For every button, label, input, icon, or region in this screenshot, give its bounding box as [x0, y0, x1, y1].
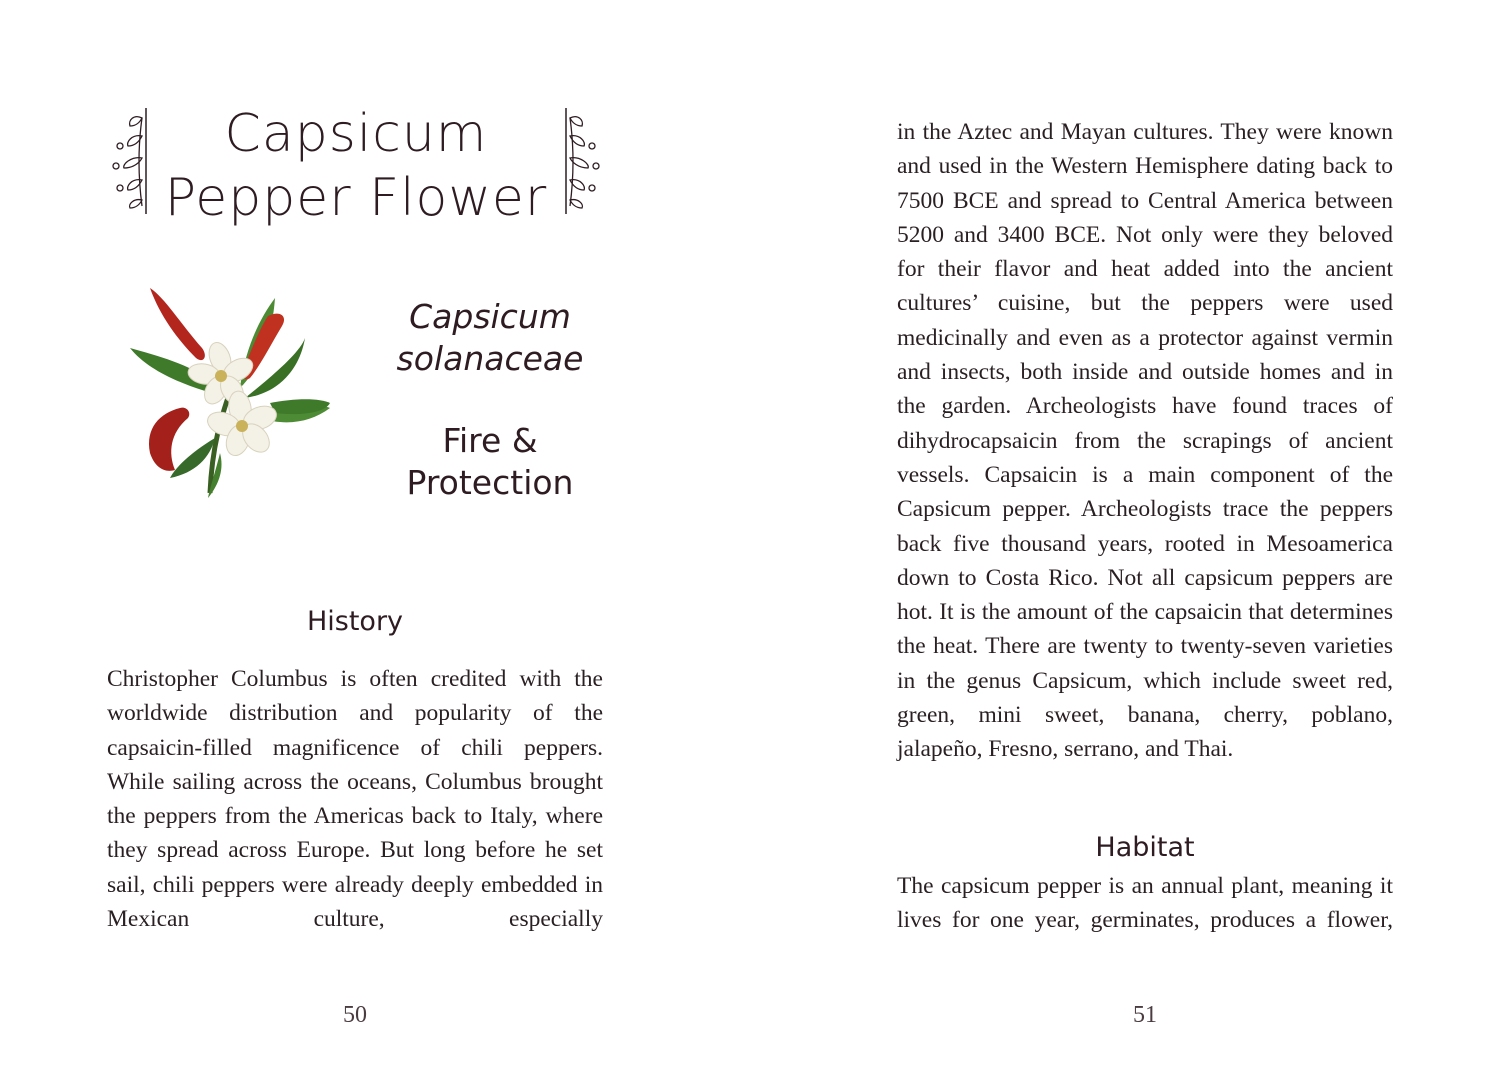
history-continued-text: in the Aztec and Mayan cultures. They were known and used in the Western Hemisphere dating back to 7500 BCE and spread to Central America between 5200 and 3400 BCE. Not only were they beloved for their flavor and heat added into the ancient cultures’ cuisine, but the peppers were used medicinally and even as a protector against vermin and insects, both inside and outside homes and in the garden. Archeologists have found traces of dihydrocapsaicin from the scrapings of ancient vessels. Capsaicin is a main component of the Capsicum pepper. Archeologists trace the peppers back five thousand years, rooted in Mesoamerica down to Costa Rico. Not all capsicum peppers are hot. It is the amount of the capsaicin that determines the heat. There are twenty to twenty-seven varieties in the genus Capsicum, which include sweet red, green, mini sweet, banana, cherry, poblano, jalapeño, Fresno, serrano, and Thai. [897, 119, 1393, 763]
page-number-left: 50 [343, 1002, 367, 1028]
scientific-name-line2: solanaceae [396, 339, 584, 378]
keywords-line1: Fire & [442, 421, 538, 460]
floral-ornament-right-icon [562, 106, 606, 216]
habitat-paragraph [897, 869, 1393, 938]
history-heading: History [306, 606, 404, 637]
history-continued-paragraph [897, 115, 1393, 767]
history-paragraph-text: Christopher Columbus is often credited with the worldwide distribution and popularity of the capsaicin-filled magnificence of chili peppers. While sailing across the oceans, Columbus brought the peppers from the Americas back to Italy, where they spread across Europe. But long before he set sail, chili peppers were already deeply embedded in Mexican culture, especially [107, 666, 603, 933]
habitat-paragraph-text: The capsicum pepper is an annual plant, meaning it lives for one year, germinates, produces a flower, [897, 873, 1393, 934]
history-paragraph [107, 662, 603, 936]
page-title-line2: Pepper Flower [164, 168, 548, 228]
habitat-heading: Habitat [1095, 832, 1195, 863]
scientific-name-line1: Capsicum [409, 297, 571, 336]
page-number-right: 51 [1133, 1002, 1157, 1028]
correspondence-keywords [380, 420, 600, 504]
keywords-line2: Protection [406, 463, 574, 502]
page-title-line1: Capsicum [224, 104, 488, 164]
right-page [750, 0, 1500, 1071]
chili-pepper-flower-illustration [120, 278, 340, 503]
scientific-name [380, 296, 600, 380]
title-block [106, 102, 606, 228]
